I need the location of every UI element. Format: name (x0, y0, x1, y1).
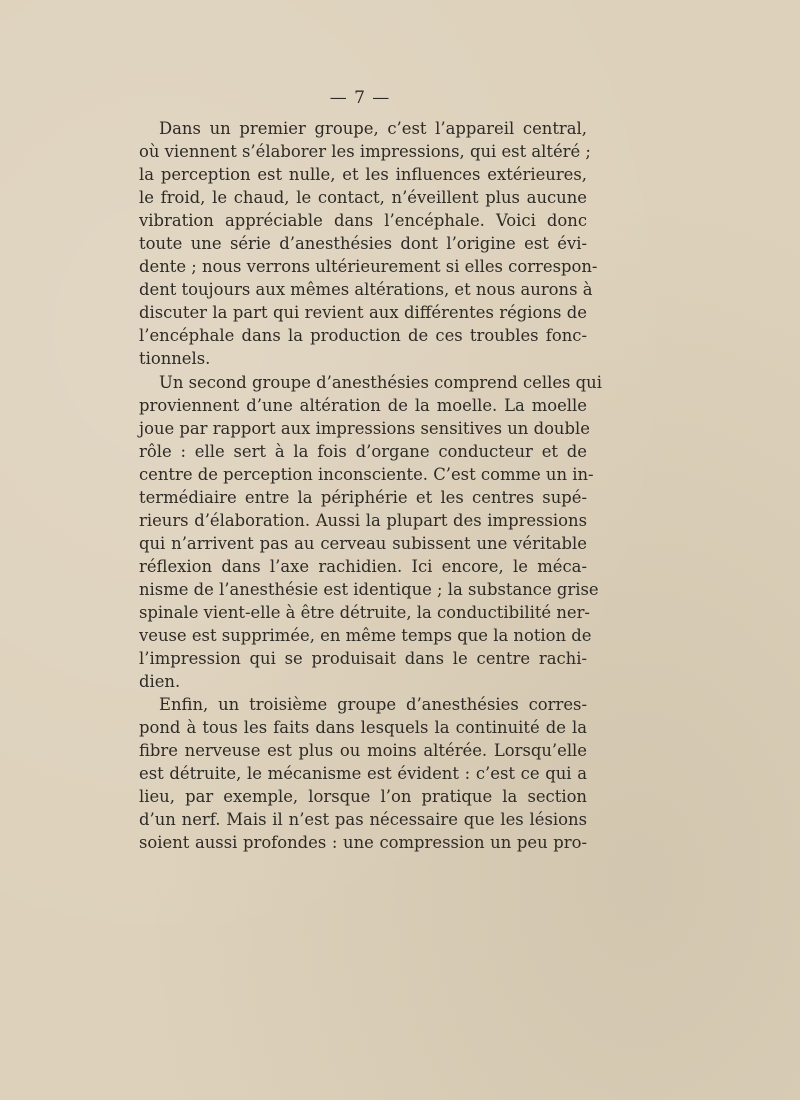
text-line: dente ; nous verrons ultérieurement si elles correspon- (139, 257, 598, 277)
text-line: veuse est supprimée, en même temps que la notion de (139, 626, 592, 646)
text-line: spinale vient-elle à être détruite, la conductibilité ner- (139, 602, 590, 622)
text-line: Enfin, un troisième groupe d’anesthésies corres- (159, 695, 587, 715)
text-line: dien. (139, 672, 181, 692)
page-number: — 7 — (329, 88, 391, 108)
text-line: joue par rapport aux impressions sensitives un double (139, 418, 590, 438)
text-line: Dans un premier groupe, c’est l’appareil central, (159, 119, 587, 138)
text-line: discuter la part qui revient aux différentes régions de (139, 303, 587, 323)
text-line: tionnels. (139, 349, 211, 369)
text-line: centre de perception inconsciente. C’est comme un in- (139, 464, 594, 484)
paragraph-3 (139, 693, 587, 854)
text-line: la perception est nulle, et les influences extérieures, (139, 165, 587, 185)
text-line: où viennent s’élaborer les impressions, qui est altéré ; (139, 142, 591, 162)
text-line: l’impression qui se produisait dans le centre rachi- (139, 649, 587, 669)
text-line: rôle : elle sert à la fois d’organe conducteur et de (139, 441, 587, 461)
paragraph-1 (139, 117, 598, 371)
text-line: toute une série d’anesthésies dont l’origine est évi- (139, 234, 587, 254)
text-line: qui n’arrivent pas au cerveau subissent une véritable (139, 533, 587, 553)
text-line: Un second groupe d’anesthésies comprend celles qui (159, 372, 602, 392)
body-text (139, 117, 602, 855)
text-line: l’encéphale dans la production de ces troubles fonc- (139, 326, 587, 346)
paragraph-2 (139, 371, 602, 694)
text-line: proviennent d’une altération de la moelle. La moelle (139, 395, 587, 415)
text-line: soient aussi profondes : une compression un peu pro- (139, 833, 587, 853)
text-line: vibration appréciable dans l’encéphale. Voici donc (139, 211, 587, 231)
text-line: est détruite, le mécanisme est évident : c’est ce qui a (139, 764, 587, 784)
text-line: pond à tous les faits dans lesquels la continuité de la (139, 718, 587, 738)
text-line: fibre nerveuse est plus ou moins altérée. Lorsqu’elle (139, 741, 587, 761)
text-line: dent toujours aux mêmes altérations, et nous aurons à (139, 280, 593, 300)
text-line: le froid, le chaud, le contact, n’éveillent plus aucune (139, 188, 587, 208)
text-line: termédiaire entre la périphérie et les centres supé- (139, 487, 587, 507)
text-line: réflexion dans l’axe rachidien. Ici encore, le méca- (139, 556, 587, 576)
text-line: lieu, par exemple, lorsque l’on pratique la section (139, 787, 587, 807)
text-line: nisme de l’anesthésie est identique ; la substance grise (139, 579, 599, 599)
text-line: d’un nerf. Mais il n’est pas nécessaire que les lésions (139, 810, 587, 830)
text-line: rieurs d’élaboration. Aussi la plupart des impressions (139, 510, 587, 530)
